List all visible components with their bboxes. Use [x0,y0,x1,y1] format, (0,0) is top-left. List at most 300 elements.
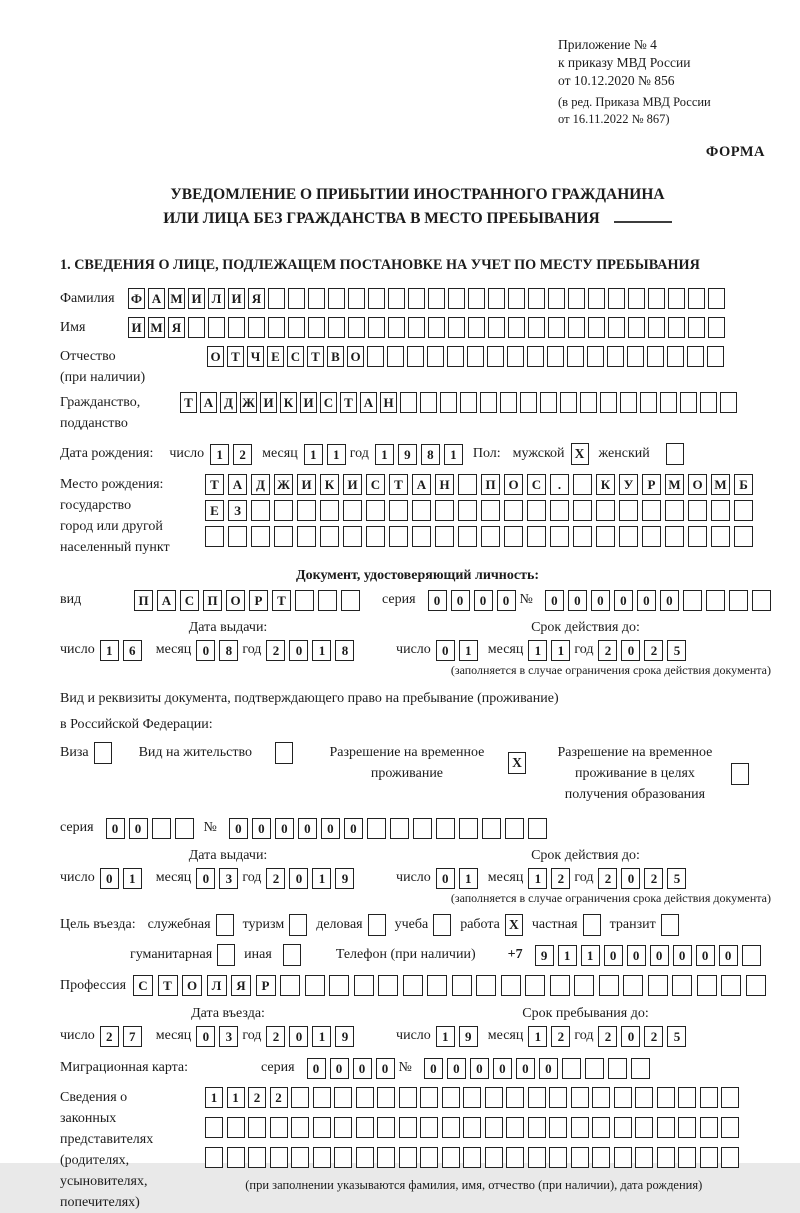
char-box[interactable]: Т [340,392,357,413]
char-box[interactable] [668,317,685,338]
char-box[interactable]: 0 [614,590,633,611]
char-box[interactable] [435,500,454,521]
purpose-humanitarian-checkbox[interactable] [217,944,235,966]
char-box[interactable] [274,526,293,547]
char-box[interactable]: 2 [551,868,570,889]
char-box[interactable]: 0 [436,868,455,889]
char-box[interactable] [367,818,386,839]
char-box[interactable]: 1 [100,640,119,661]
char-box[interactable] [683,590,702,611]
char-box[interactable]: О [504,474,523,495]
char-box[interactable] [413,818,432,839]
char-box[interactable] [729,590,748,611]
char-box[interactable] [506,1117,524,1138]
char-box[interactable] [700,1147,718,1168]
char-box[interactable] [343,526,362,547]
char-box[interactable] [614,1117,632,1138]
char-box[interactable]: 1 [205,1087,223,1108]
char-box[interactable]: 0 [229,818,248,839]
char-box[interactable]: И [297,474,316,495]
char-box[interactable] [452,975,472,996]
char-box[interactable] [596,526,615,547]
char-box[interactable] [435,526,454,547]
char-box[interactable]: 0 [289,640,308,661]
char-box[interactable] [573,500,592,521]
char-box[interactable] [506,1147,524,1168]
char-box[interactable]: Н [380,392,397,413]
char-box[interactable] [341,590,360,611]
char-box[interactable]: Ф [128,288,145,309]
char-box[interactable] [571,1147,589,1168]
char-box[interactable]: Д [251,474,270,495]
char-box[interactable]: Ж [240,392,257,413]
char-box[interactable] [700,392,717,413]
char-box[interactable]: 2 [644,1026,663,1047]
char-box[interactable]: С [133,975,153,996]
char-box[interactable]: 9 [335,1026,354,1047]
char-box[interactable]: 1 [459,640,478,661]
char-box[interactable] [348,288,365,309]
char-box[interactable] [571,1087,589,1108]
char-box[interactable] [205,1147,223,1168]
char-box[interactable]: И [188,288,205,309]
char-box[interactable]: 2 [598,640,617,661]
char-box[interactable]: 0 [298,818,317,839]
char-box[interactable]: 0 [129,818,148,839]
char-box[interactable] [678,1147,696,1168]
char-box[interactable]: И [300,392,317,413]
char-box[interactable] [648,317,665,338]
purpose-official-checkbox[interactable] [216,914,234,936]
char-box[interactable] [334,1087,352,1108]
char-box[interactable]: Т [307,346,324,367]
char-box[interactable]: 0 [696,945,715,966]
char-box[interactable] [548,288,565,309]
char-box[interactable]: 0 [196,1026,215,1047]
char-box[interactable] [463,1087,481,1108]
char-box[interactable] [631,1058,650,1079]
char-box[interactable] [248,1117,266,1138]
char-box[interactable]: 0 [493,1058,512,1079]
char-box[interactable]: 1 [581,945,600,966]
char-box[interactable]: Я [231,975,251,996]
char-box[interactable]: А [360,392,377,413]
char-box[interactable]: Т [205,474,224,495]
char-box[interactable]: П [203,590,222,611]
char-box[interactable] [628,317,645,338]
char-box[interactable]: 1 [312,868,331,889]
char-box[interactable] [599,975,619,996]
char-box[interactable]: 2 [266,640,285,661]
char-box[interactable]: 0 [424,1058,443,1079]
char-box[interactable] [399,1117,417,1138]
purpose-transit-checkbox[interactable] [661,914,679,936]
char-box[interactable] [507,346,524,367]
char-box[interactable]: К [596,474,615,495]
char-box[interactable] [665,500,684,521]
char-box[interactable] [688,526,707,547]
char-box[interactable]: 9 [459,1026,478,1047]
char-box[interactable] [366,526,385,547]
char-box[interactable]: 2 [598,1026,617,1047]
char-box[interactable] [308,288,325,309]
char-box[interactable] [403,975,423,996]
char-box[interactable] [228,526,247,547]
char-box[interactable] [642,500,661,521]
char-box[interactable] [573,474,592,495]
char-box[interactable] [574,975,594,996]
char-box[interactable] [428,288,445,309]
char-box[interactable] [547,346,564,367]
char-box[interactable]: Т [158,975,178,996]
sex-male-checkbox[interactable]: X [571,443,589,465]
char-box[interactable]: 6 [123,640,142,661]
char-box[interactable] [251,526,270,547]
char-box[interactable] [248,317,265,338]
char-box[interactable]: М [665,474,684,495]
char-box[interactable] [378,975,398,996]
char-box[interactable] [467,346,484,367]
char-box[interactable]: 0 [660,590,679,611]
char-box[interactable] [389,500,408,521]
char-box[interactable] [485,1087,503,1108]
char-box[interactable]: 0 [376,1058,395,1079]
option-visa-checkbox[interactable] [94,742,112,764]
char-box[interactable] [488,288,505,309]
char-box[interactable] [270,1117,288,1138]
char-box[interactable] [607,346,624,367]
char-box[interactable] [334,1117,352,1138]
char-box[interactable] [427,975,447,996]
char-box[interactable] [399,1147,417,1168]
char-box[interactable]: 1 [210,444,229,465]
char-box[interactable]: 0 [591,590,610,611]
char-box[interactable]: 0 [196,868,215,889]
char-box[interactable]: 1 [459,868,478,889]
char-box[interactable] [585,1058,604,1079]
char-box[interactable] [366,500,385,521]
char-box[interactable] [587,346,604,367]
char-box[interactable] [390,818,409,839]
char-box[interactable] [592,1087,610,1108]
char-box[interactable]: В [327,346,344,367]
char-box[interactable] [408,317,425,338]
char-box[interactable]: 2 [233,444,252,465]
char-box[interactable]: Т [227,346,244,367]
char-box[interactable] [436,818,455,839]
char-box[interactable] [672,975,692,996]
char-box[interactable] [665,526,684,547]
char-box[interactable] [548,317,565,338]
char-box[interactable]: 1 [551,640,570,661]
char-box[interactable] [520,392,537,413]
char-box[interactable] [504,500,523,521]
char-box[interactable]: 0 [474,590,493,611]
char-box[interactable] [356,1087,374,1108]
char-box[interactable]: А [157,590,176,611]
char-box[interactable]: С [366,474,385,495]
char-box[interactable]: 1 [444,444,463,465]
option-temp-residence-education-checkbox[interactable] [731,763,749,785]
char-box[interactable] [463,1147,481,1168]
char-box[interactable] [708,317,725,338]
char-box[interactable] [251,500,270,521]
char-box[interactable]: П [481,474,500,495]
char-box[interactable]: К [320,474,339,495]
char-box[interactable] [188,317,205,338]
char-box[interactable] [648,288,665,309]
char-box[interactable]: Р [256,975,276,996]
char-box[interactable]: . [550,474,569,495]
char-box[interactable] [399,1087,417,1108]
char-box[interactable] [528,317,545,338]
char-box[interactable]: 1 [123,868,142,889]
char-box[interactable] [742,945,761,966]
char-box[interactable] [288,317,305,338]
purpose-tourism-checkbox[interactable] [289,914,307,936]
char-box[interactable]: 0 [252,818,271,839]
char-box[interactable] [354,975,374,996]
char-box[interactable] [746,975,766,996]
char-box[interactable]: Т [389,474,408,495]
char-box[interactable]: Д [220,392,237,413]
char-box[interactable] [720,392,737,413]
char-box[interactable]: 0 [650,945,669,966]
char-box[interactable]: 8 [335,640,354,661]
char-box[interactable] [291,1117,309,1138]
char-box[interactable] [448,317,465,338]
char-box[interactable]: 0 [344,818,363,839]
char-box[interactable]: 0 [516,1058,535,1079]
char-box[interactable] [297,526,316,547]
char-box[interactable] [420,1117,438,1138]
char-box[interactable]: 1 [327,444,346,465]
char-box[interactable] [420,392,437,413]
char-box[interactable] [504,526,523,547]
char-box[interactable]: 1 [528,640,547,661]
char-box[interactable] [640,392,657,413]
char-box[interactable] [549,1087,567,1108]
char-box[interactable] [377,1147,395,1168]
char-box[interactable]: Б [734,474,753,495]
char-box[interactable] [420,1147,438,1168]
char-box[interactable] [752,590,771,611]
char-box[interactable]: 0 [627,945,646,966]
char-box[interactable]: С [180,590,199,611]
char-box[interactable]: З [228,500,247,521]
char-box[interactable]: И [128,317,145,338]
char-box[interactable]: 2 [598,868,617,889]
char-box[interactable]: 0 [470,1058,489,1079]
char-box[interactable] [608,317,625,338]
char-box[interactable] [706,590,725,611]
char-box[interactable] [580,392,597,413]
char-box[interactable] [468,317,485,338]
char-box[interactable] [657,1147,675,1168]
char-box[interactable]: Р [642,474,661,495]
char-box[interactable]: 2 [266,1026,285,1047]
char-box[interactable] [528,288,545,309]
char-box[interactable] [458,474,477,495]
purpose-private-checkbox[interactable] [583,914,601,936]
char-box[interactable] [660,392,677,413]
char-box[interactable]: 3 [219,1026,238,1047]
char-box[interactable] [592,1147,610,1168]
char-box[interactable] [614,1087,632,1108]
char-box[interactable]: 0 [673,945,692,966]
char-box[interactable] [485,1117,503,1138]
char-box[interactable] [248,1147,266,1168]
char-box[interactable]: 0 [568,590,587,611]
char-box[interactable] [528,1087,546,1108]
char-box[interactable]: 0 [451,590,470,611]
char-box[interactable] [540,392,557,413]
char-box[interactable] [227,1147,245,1168]
char-box[interactable] [600,392,617,413]
char-box[interactable]: 1 [436,1026,455,1047]
char-box[interactable]: 0 [353,1058,372,1079]
char-box[interactable]: 5 [667,1026,686,1047]
char-box[interactable] [442,1117,460,1138]
char-box[interactable] [608,1058,627,1079]
char-box[interactable] [428,317,445,338]
char-box[interactable] [488,317,505,338]
char-box[interactable] [619,500,638,521]
char-box[interactable]: К [280,392,297,413]
char-box[interactable] [175,818,194,839]
char-box[interactable] [356,1117,374,1138]
char-box[interactable] [458,526,477,547]
char-box[interactable] [274,500,293,521]
char-box[interactable]: Е [267,346,284,367]
char-box[interactable] [667,346,684,367]
char-box[interactable] [328,288,345,309]
char-box[interactable] [442,1147,460,1168]
char-box[interactable] [328,317,345,338]
char-box[interactable]: С [287,346,304,367]
char-box[interactable]: 1 [375,444,394,465]
char-box[interactable] [721,1087,739,1108]
char-box[interactable] [527,346,544,367]
char-box[interactable] [313,1147,331,1168]
char-box[interactable] [550,526,569,547]
char-box[interactable]: Р [249,590,268,611]
char-box[interactable] [481,500,500,521]
char-box[interactable] [549,1117,567,1138]
char-box[interactable]: 2 [100,1026,119,1047]
char-box[interactable]: 2 [248,1087,266,1108]
char-box[interactable] [567,346,584,367]
char-box[interactable]: 0 [539,1058,558,1079]
char-box[interactable] [387,346,404,367]
char-box[interactable] [648,975,668,996]
char-box[interactable] [657,1117,675,1138]
char-box[interactable]: 1 [528,868,547,889]
char-box[interactable]: 0 [275,818,294,839]
char-box[interactable] [508,288,525,309]
char-box[interactable]: 0 [719,945,738,966]
char-box[interactable] [687,346,704,367]
char-box[interactable] [320,526,339,547]
char-box[interactable]: 9 [535,945,554,966]
char-box[interactable] [614,1147,632,1168]
char-box[interactable]: 2 [266,868,285,889]
purpose-work-checkbox[interactable]: X [505,914,523,936]
purpose-study-checkbox[interactable] [433,914,451,936]
char-box[interactable]: 0 [330,1058,349,1079]
char-box[interactable]: 0 [621,640,640,661]
char-box[interactable] [291,1147,309,1168]
char-box[interactable] [288,288,305,309]
char-box[interactable] [481,526,500,547]
char-box[interactable]: 0 [307,1058,326,1079]
char-box[interactable] [528,1147,546,1168]
char-box[interactable] [280,975,300,996]
char-box[interactable] [700,1117,718,1138]
char-box[interactable]: 0 [436,640,455,661]
char-box[interactable] [734,500,753,521]
char-box[interactable] [448,288,465,309]
char-box[interactable] [707,346,724,367]
char-box[interactable] [329,975,349,996]
char-box[interactable] [377,1087,395,1108]
char-box[interactable] [635,1147,653,1168]
char-box[interactable] [588,288,605,309]
char-box[interactable]: М [168,288,185,309]
char-box[interactable] [368,288,385,309]
char-box[interactable]: А [200,392,217,413]
char-box[interactable] [152,818,171,839]
char-box[interactable] [458,500,477,521]
char-box[interactable] [711,500,730,521]
char-box[interactable] [528,818,547,839]
char-box[interactable] [628,288,645,309]
char-box[interactable] [721,975,741,996]
char-box[interactable] [527,500,546,521]
char-box[interactable] [560,392,577,413]
char-box[interactable] [688,317,705,338]
char-box[interactable] [608,288,625,309]
char-box[interactable]: 0 [289,1026,308,1047]
char-box[interactable] [295,590,314,611]
char-box[interactable] [508,317,525,338]
char-box[interactable] [573,526,592,547]
char-box[interactable]: 0 [100,868,119,889]
char-box[interactable] [550,975,570,996]
char-box[interactable] [678,1087,696,1108]
char-box[interactable] [388,317,405,338]
char-box[interactable] [734,526,753,547]
char-box[interactable]: 1 [312,640,331,661]
char-box[interactable] [592,1117,610,1138]
char-box[interactable]: 3 [219,868,238,889]
char-box[interactable] [688,288,705,309]
char-box[interactable]: О [182,975,202,996]
char-box[interactable] [647,346,664,367]
char-box[interactable]: 0 [497,590,516,611]
char-box[interactable] [571,1117,589,1138]
char-box[interactable] [506,1087,524,1108]
char-box[interactable]: Ж [274,474,293,495]
char-box[interactable]: 0 [428,590,447,611]
char-box[interactable] [367,346,384,367]
char-box[interactable] [550,500,569,521]
char-box[interactable] [460,392,477,413]
char-box[interactable]: 1 [558,945,577,966]
char-box[interactable] [268,317,285,338]
purpose-other-checkbox[interactable] [283,944,301,966]
char-box[interactable] [313,1087,331,1108]
